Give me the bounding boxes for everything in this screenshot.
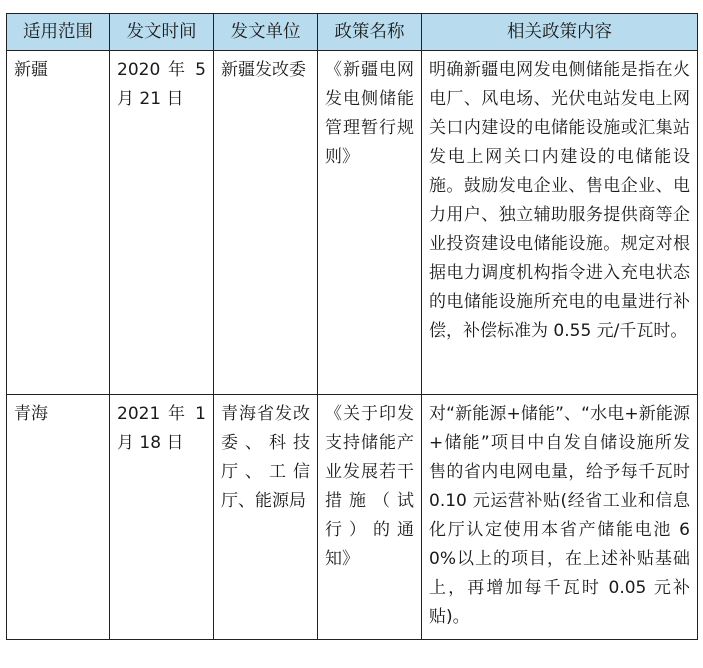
cell-policy-name: 《关于印发支持储能产业发展若干措施（试行）的通知》: [318, 395, 422, 640]
table-row: [7, 395, 698, 640]
cell-policy-content: 明确新疆电网发电侧储能是指在火电厂、风电场、光伏电站发电上网关口内建设的电储能设施或汇集站发电上网关口内建设的电储能设施。鼓励发电企业、售电企业、电力用户、独立辅助服务提供商等企业投资建设电储能设施。规定对根据电力调度机构指令进入充电状态的电储能设施所充电的电量进行补偿，补偿标准为 0.55 元/千瓦时。: [422, 51, 698, 395]
cell-scope: 青海: [7, 395, 110, 640]
header-scope: 适用范围: [7, 14, 110, 51]
cell-issuer: 新疆发改委: [214, 51, 318, 395]
cell-scope: 新疆: [7, 51, 110, 395]
cell-issuer: 青海省发改委、科技厅、工信厅、能源局: [214, 395, 318, 640]
cell-date: 2021 年 1 月 18 日: [110, 395, 214, 640]
header-date: 发文时间: [110, 14, 214, 51]
header-issuer: 发文单位: [214, 14, 318, 51]
cell-date: 2020 年 5 月 21 日: [110, 51, 214, 395]
table-row: [7, 51, 698, 395]
header-policy-content: 相关政策内容: [422, 14, 698, 51]
header-policy-name: 政策名称: [318, 14, 422, 51]
table-header-row: [7, 14, 698, 51]
policy-table-container: [6, 13, 698, 640]
cell-policy-content: 对“新能源+储能”、“水电+新能源+储能”项目中自发自储设施所发售的省内电网电量，给予每千瓦时 0.10 元运营补贴(经省工业和信息化厅认定使用本省产储能电池 60%以上的项目，在上述补贴基础上，再增加每千瓦时 0.05 元补贴)。: [422, 395, 698, 640]
policy-table: [6, 13, 698, 640]
cell-policy-name: 《新疆电网发电侧储能管理暂行规则》: [318, 51, 422, 395]
